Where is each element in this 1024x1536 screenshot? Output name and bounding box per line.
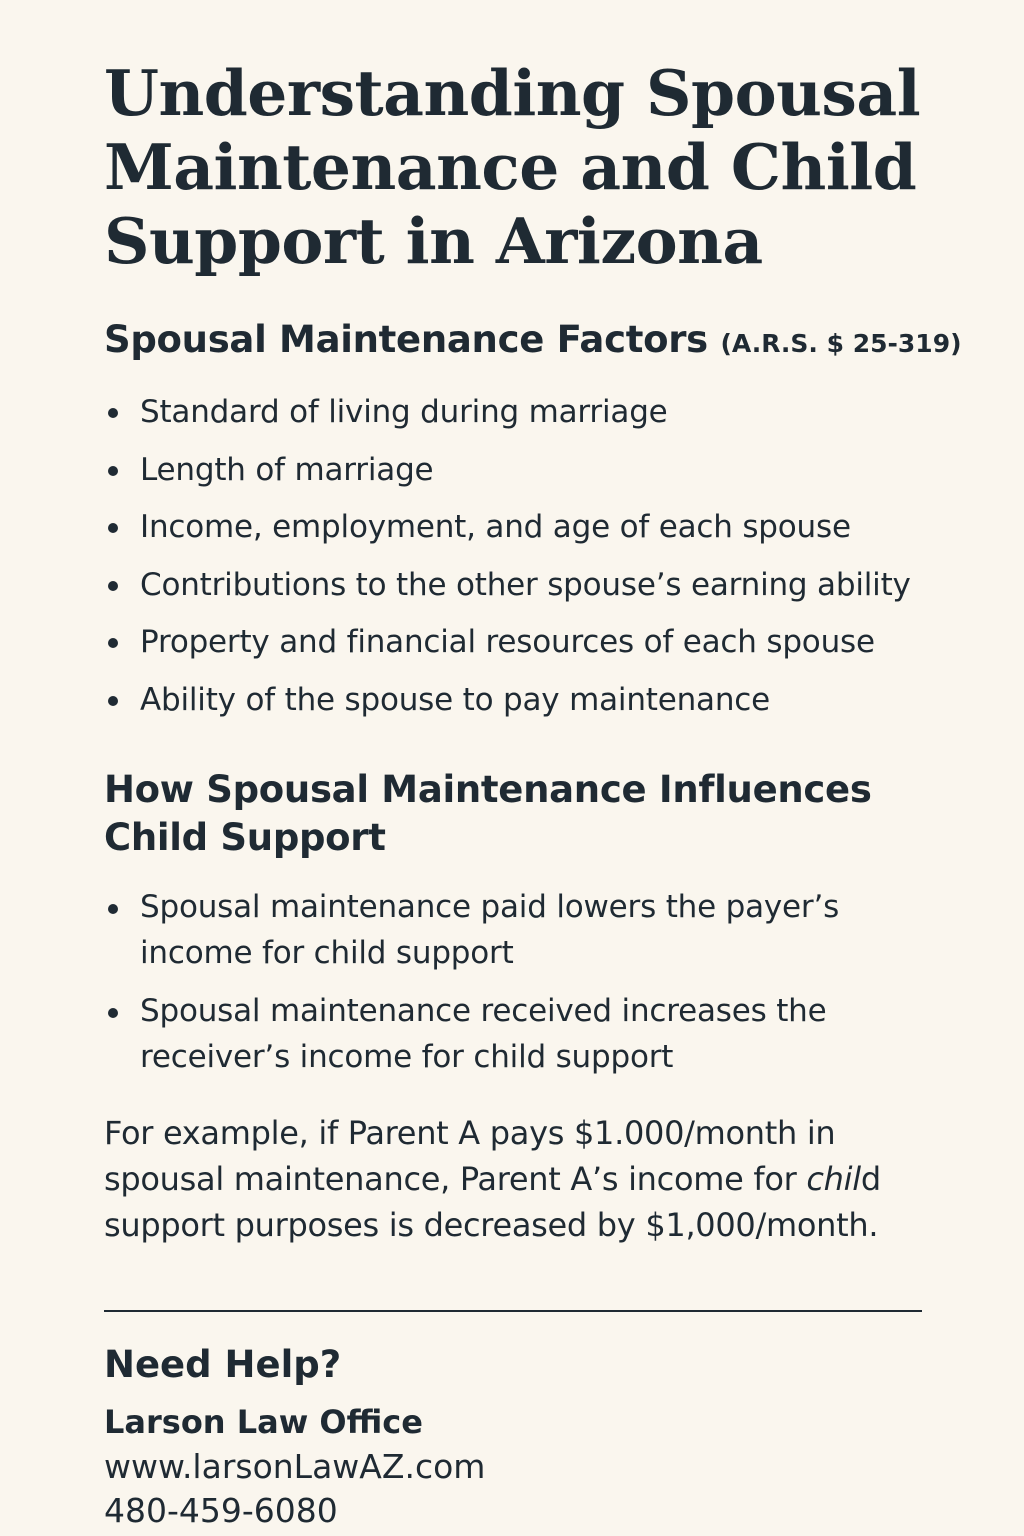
bullet-icon bbox=[108, 466, 118, 476]
list-item-text: Income, employment, and age of each spouse bbox=[140, 509, 851, 545]
list-item bbox=[104, 676, 964, 734]
list-item-text: Spousal maintenance paid lowers the payer’s income for child support bbox=[140, 889, 840, 971]
list-item-text: Length of marriage bbox=[140, 451, 434, 488]
firm-name: Larson Law Office bbox=[104, 1403, 423, 1441]
bullet-icon bbox=[108, 523, 118, 533]
section-heading-influence: How Spousal Maintenance Influences Child Support bbox=[104, 768, 872, 859]
list-item bbox=[104, 446, 964, 504]
bullet-icon bbox=[108, 581, 118, 591]
example-text-italic: chil bbox=[806, 1160, 861, 1198]
list-item-text: Property and financial resources of each spouse bbox=[140, 624, 875, 660]
list-item bbox=[104, 561, 964, 619]
bullet-icon bbox=[108, 904, 118, 914]
list-item-text: Ability of the spouse to pay maintenance bbox=[140, 681, 770, 718]
list-item-text: Spousal maintenance received increases the receiver’s income for child support bbox=[140, 993, 827, 1075]
section-heading-factors-text: Spousal Maintenance Factors bbox=[104, 318, 708, 361]
example-paragraph bbox=[104, 1110, 924, 1248]
list-item-text: Contributions to the other spouse’s earning ability bbox=[140, 566, 911, 603]
divider bbox=[104, 1310, 922, 1312]
bullet-icon bbox=[108, 638, 118, 648]
help-heading: Need Help? bbox=[104, 1343, 342, 1386]
section-heading-factors bbox=[104, 316, 984, 368]
example-text-after: d support purposes is decreased by $1,000/month. bbox=[104, 1160, 881, 1244]
list-item bbox=[104, 884, 920, 976]
bullet-icon bbox=[108, 1008, 118, 1018]
list-item-text: Standard of living during marriage bbox=[140, 394, 668, 430]
page-title: Understanding Spousal Maintenance and Child Support in Arizona bbox=[104, 56, 921, 278]
flyer bbox=[104, 0, 964, 1536]
list-item bbox=[104, 388, 964, 446]
influence-list bbox=[104, 884, 964, 1092]
example-text-before: For example, if Parent A pays $1.000/month in spousal maintenance, Parent A’s income for bbox=[104, 1114, 836, 1198]
statute-citation: (A.R.S. $ 25-319) bbox=[720, 329, 962, 358]
factors-list bbox=[104, 388, 964, 733]
list-item bbox=[104, 503, 964, 561]
list-item bbox=[104, 988, 920, 1080]
list-item bbox=[104, 618, 964, 676]
bullet-icon bbox=[108, 696, 118, 706]
bullet-icon bbox=[108, 408, 118, 418]
website-link[interactable]: www.larsonLawAZ.com bbox=[104, 1447, 486, 1486]
phone-number[interactable]: 480-459-6080 bbox=[104, 1491, 338, 1530]
